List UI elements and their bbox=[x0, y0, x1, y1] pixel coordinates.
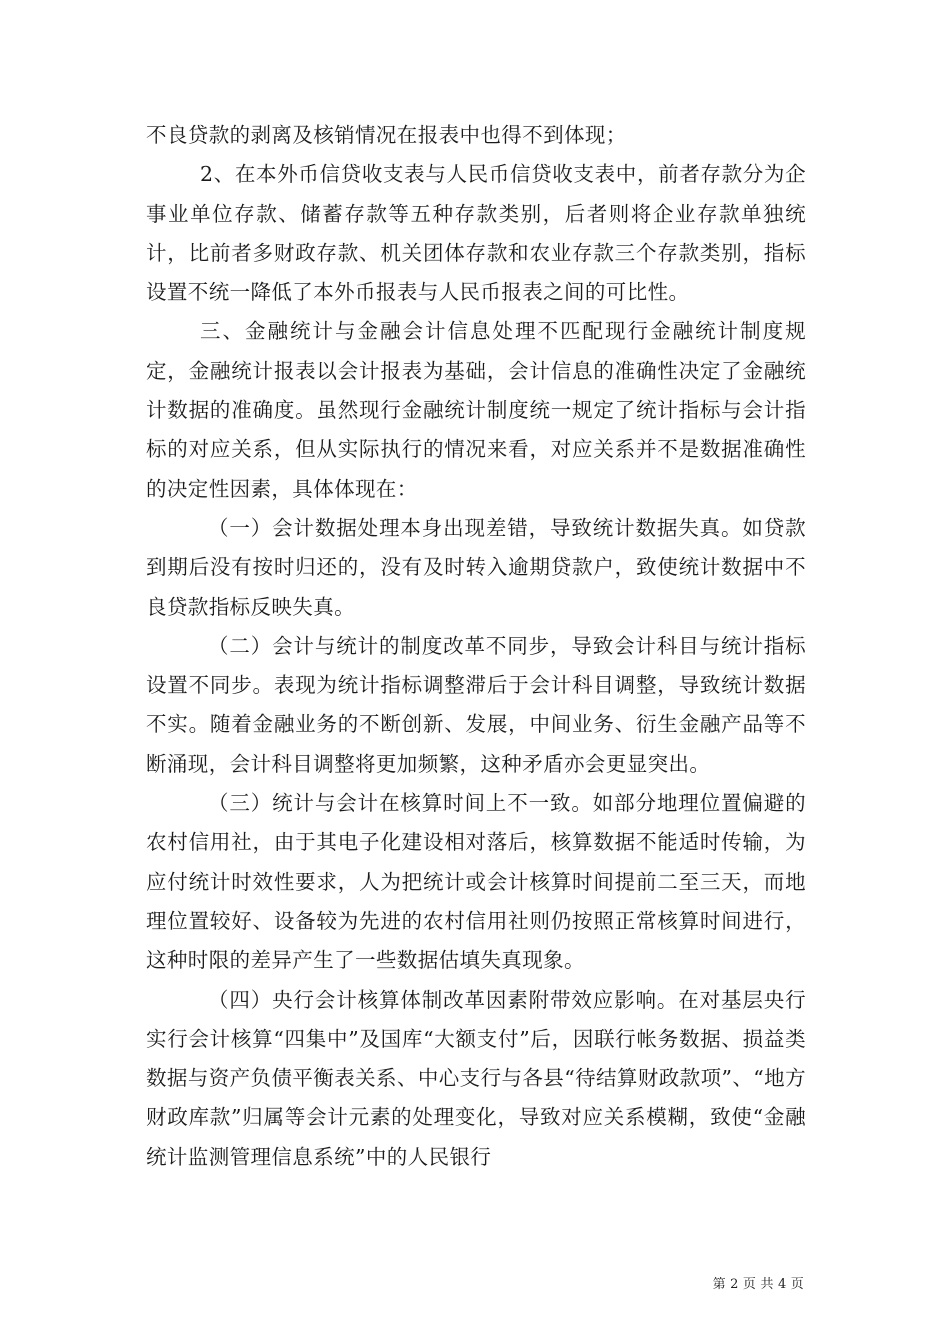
paragraph-item-one: （一）会计数据处理本身出现差错，导致统计数据失真。如贷款到期后没有按时归还的，没有及时转入逾期贷款户，致使统计数据中不良贷款指标反映失真。 bbox=[146, 515, 806, 619]
paragraph-section-three: 三、金融统计与金融会计信息处理不匹配现行金融统计制度规定，金融统计报表以会计报表为基础，会计信息的准确性决定了金融统计数据的准确度。虽然现行金融统计制度统一规定了统计指标与会计指标的对应关系，但从实际执行的情况来看，对应关系并不是数据准确性的决定性因素，具体体现在： bbox=[146, 319, 806, 501]
paragraph-continuation: 不良贷款的剥离及核销情况在报表中也得不到体现； bbox=[146, 123, 627, 147]
page-number-footer: 第 2 页 共 4 页 bbox=[712, 1277, 804, 1292]
paragraph-item-three: （三）统计与会计在核算时间上不一致。如部分地理位置偏避的农村信用社，由于其电子化建设相对落后，核算数据不能适时传输，为应付统计时效性要求，人为把统计或会计核算时间提前二至三天，而地理位置较好、设备较为先进的农村信用社则仍按照正常核算时间进行，这种时限的差异产生了一些数据估填失真现象。 bbox=[146, 791, 806, 973]
paragraph-item-two: （二）会计与统计的制度改革不同步，导致会计科目与统计指标设置不同步。表现为统计指标调整滞后于会计科目调整，导致统计数据不实。随着金融业务的不断创新、发展，中间业务、衍生金融产品等不断涌现，会计科目调整将更加频繁，这种矛盾亦会更显突出。 bbox=[146, 633, 806, 776]
paragraph-deposit-categories: 2、在本外币信贷收支表与人民币信贷收支表中，前者存款分为企事业单位存款、储蓄存款等五种存款类别，后者则将企业存款单独统计，比前者多财政存款、机关团体存款和农业存款三个存款类别，指标设置不统一降低了本外币报表与人民币报表之间的可比性。 bbox=[146, 162, 806, 305]
paragraph-item-four: （四）央行会计核算体制改革因素附带效应影响。在对基层央行实行会计核算“四集中”及国库“大额支付”后，因联行帐务数据、损益类数据与资产负债平衡表关系、中心支行与各县“待结算财政款项”、“地方财政库款”归属等会计元素的处理变化，导致对应关系模糊，致使“金融统计监测管理信息系统”中的人民银行 bbox=[146, 987, 806, 1169]
document-body bbox=[146, 116, 806, 1177]
